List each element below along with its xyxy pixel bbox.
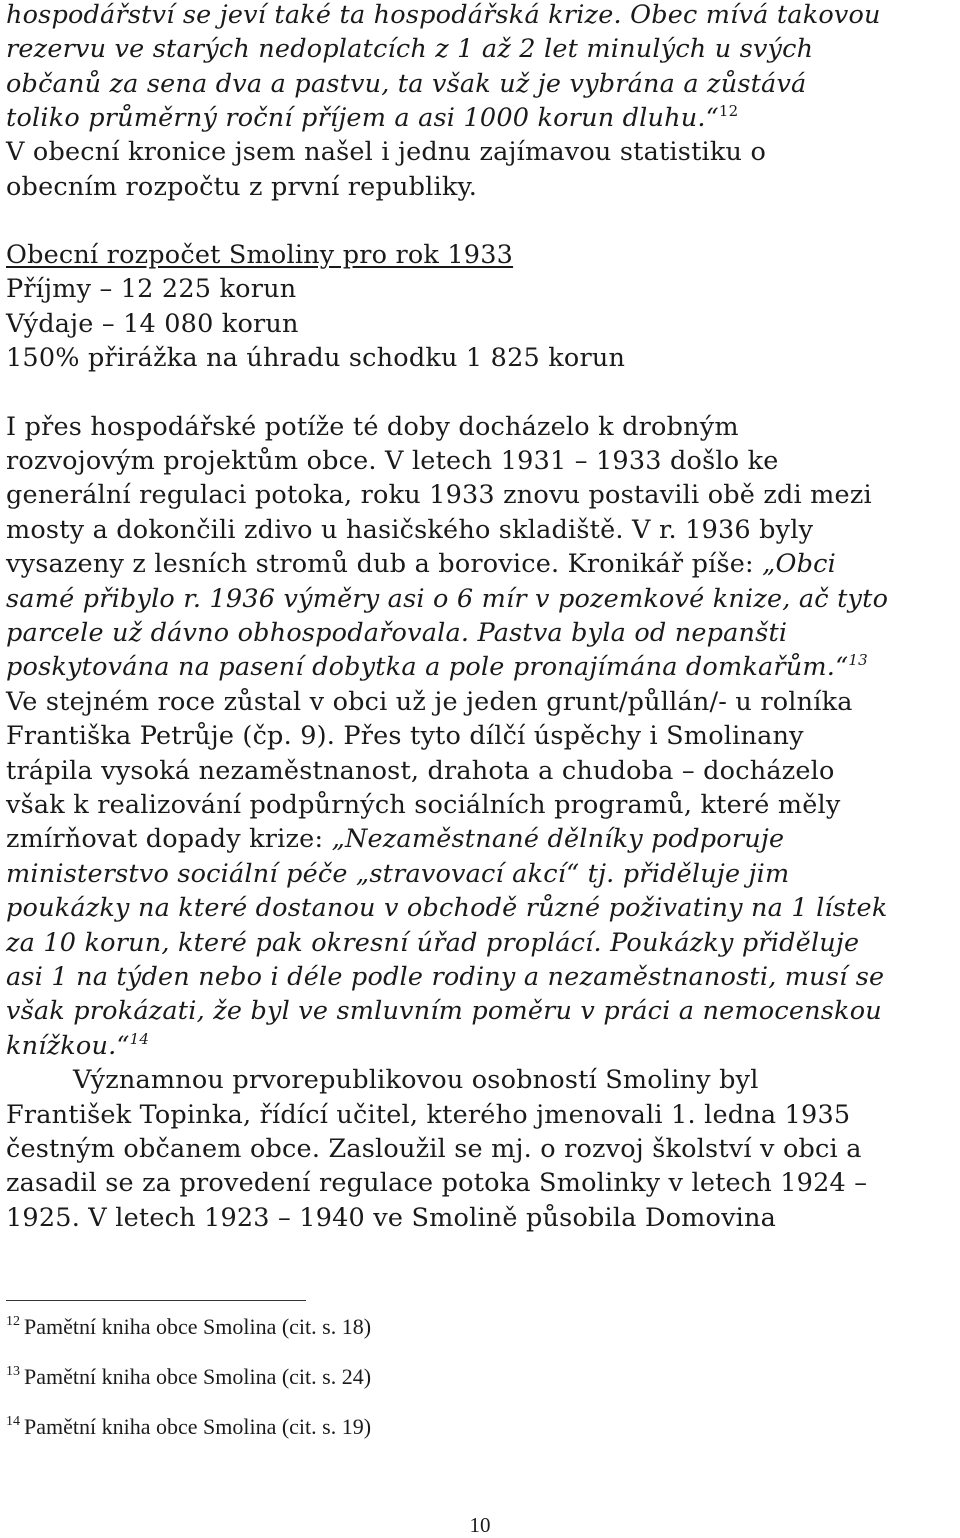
text-segment: Významnou prvorepublikovou osobností Smoliny byl bbox=[73, 1065, 759, 1095]
text-segment: však k realizování podpůrných sociálních programů, které měly bbox=[6, 790, 841, 820]
text-segment: asi 1 na týden nebo i déle podle rodiny a nezaměstnanosti, musí se bbox=[6, 962, 885, 992]
body-line bbox=[6, 410, 739, 444]
text-segment: I přes hospodářské potíže té doby docházelo k drobným bbox=[6, 412, 739, 442]
text-segment: ministerstvo sociální péče „stravovací akcí“ tj. přiděluje jim bbox=[6, 859, 790, 889]
text-segment: hospodářství se jeví také ta hospodářská krize. Obec mívá takovou bbox=[6, 0, 881, 30]
text-segment: 150% přirážka na úhradu schodku 1 825 korun bbox=[6, 343, 626, 373]
footnote bbox=[6, 1314, 371, 1340]
body-line bbox=[6, 926, 859, 960]
text-segment: však prokázati, že byl ve smluvním poměru v práci a nemocenskou bbox=[6, 996, 882, 1026]
body-line bbox=[6, 1029, 149, 1063]
body-line bbox=[6, 513, 813, 547]
text-segment: čestným občanem obce. Zasloužil se mj. o rozvoj školství v obci a bbox=[6, 1134, 862, 1164]
footnote-text: Pamětní kniha obce Smolina (cit. s. 24) bbox=[24, 1364, 372, 1389]
text-segment: zmírňovat dopady krize: bbox=[6, 824, 332, 854]
text-segment: Františka Petrůje (čp. 9). Přes tyto dílčí úspěchy i Smolinany bbox=[6, 721, 804, 751]
body-line bbox=[6, 719, 804, 753]
body-line bbox=[6, 1201, 776, 1235]
footnote-text: Pamětní kniha obce Smolina (cit. s. 18) bbox=[24, 1314, 372, 1339]
text-segment: rozvojovým projektům obce. V letech 1931 – 1933 došlo ke bbox=[6, 446, 779, 476]
footnote bbox=[6, 1414, 371, 1440]
body-line bbox=[6, 341, 625, 375]
body-line bbox=[6, 788, 841, 822]
text-segment: V obecní kronice jsem našel i jednu zajímavou statistiku o bbox=[6, 137, 767, 167]
footnote-reference: 13 bbox=[848, 651, 868, 669]
text-segment: mosty a dokončili zdivo u hasičského skladiště. V r. 1936 byly bbox=[6, 515, 814, 545]
body-line bbox=[6, 994, 882, 1028]
body-line bbox=[6, 547, 836, 581]
body-line bbox=[6, 1098, 850, 1132]
body-line bbox=[6, 170, 477, 204]
page-number: 10 bbox=[469, 1513, 491, 1537]
body-line bbox=[6, 960, 884, 994]
body-line bbox=[6, 272, 296, 306]
text-segment: Obecní rozpočet Smoliny pro rok 1933 bbox=[6, 240, 514, 270]
body-line bbox=[6, 582, 888, 616]
footnote-number: 13 bbox=[6, 1364, 20, 1379]
body-line bbox=[73, 1063, 759, 1097]
body-line bbox=[6, 444, 779, 478]
footnote-reference: 14 bbox=[129, 1030, 150, 1048]
body-line bbox=[6, 1166, 867, 1200]
text-segment: František Topinka, řídící učitel, kterého jmenovali 1. ledna 1935 bbox=[6, 1100, 851, 1130]
text-segment: trápila vysoká nezaměstnanost, drahota a chudoba – docházelo bbox=[6, 756, 835, 786]
footnote-reference: 12 bbox=[718, 102, 739, 120]
text-segment: 1925. V letech 1923 – 1940 ve Smolině působila Domovina bbox=[6, 1203, 777, 1233]
footnote-separator bbox=[6, 1300, 306, 1301]
text-segment: knížkou. bbox=[6, 1031, 117, 1061]
text-segment: Ve stejném roce zůstal v obci už je jeden grunt/půllán/- u rolníka bbox=[6, 687, 853, 717]
text-segment: Výdaje – 14 080 korun bbox=[6, 309, 299, 339]
body-line bbox=[6, 754, 835, 788]
footnote-number: 14 bbox=[6, 1414, 20, 1429]
text-segment: toliko průměrný roční příjem a asi 1000 korun dluhu. bbox=[6, 103, 706, 133]
footnote-text: Pamětní kniha obce Smolina (cit. s. 19) bbox=[24, 1414, 372, 1439]
body-line bbox=[6, 101, 738, 135]
text-segment: “ bbox=[705, 103, 719, 133]
text-segment: „Obci bbox=[762, 549, 837, 579]
text-segment: generální regulaci potoka, roku 1933 znovu postavili obě zdi mezi bbox=[6, 480, 872, 510]
body-line bbox=[6, 307, 299, 341]
body-line bbox=[6, 891, 887, 925]
body-line bbox=[6, 650, 868, 684]
text-segment: parcele už dávno obhospodařovala. Pastva byla od nepanšti bbox=[6, 618, 788, 648]
body-line bbox=[6, 857, 789, 891]
text-segment: “ bbox=[116, 1031, 130, 1061]
body-line bbox=[6, 67, 806, 101]
text-segment: zasadil se za provedení regulace potoka Smolinky v letech 1924 – bbox=[6, 1168, 868, 1198]
footnote bbox=[6, 1364, 371, 1390]
text-segment: poukázky na které dostanou v obchodě různé poživatiny na 1 lístek bbox=[6, 893, 888, 923]
text-segment: „Nezaměstnané dělníky podporuje bbox=[331, 824, 785, 854]
body-line bbox=[6, 822, 784, 856]
text-segment: Příjmy – 12 225 korun bbox=[6, 274, 297, 304]
text-segment: obecním rozpočtu z první republiky. bbox=[6, 172, 478, 202]
body-line bbox=[6, 478, 872, 512]
text-segment: poskytována na pasení dobytka a pole pronajímána domkařům. bbox=[6, 652, 836, 682]
text-segment: samé přibylo r. 1936 výměry asi o 6 mír v pozemkové knize, ač tyto bbox=[6, 584, 889, 614]
footnote-number: 12 bbox=[6, 1314, 20, 1329]
text-segment: “ bbox=[835, 652, 849, 682]
body-line bbox=[6, 238, 513, 272]
body-line bbox=[6, 616, 787, 650]
body-line bbox=[6, 0, 881, 32]
body-line bbox=[6, 135, 766, 169]
text-segment: vysazeny z lesních stromů dub a borovice. Kronikář píše: bbox=[6, 549, 763, 579]
text-segment: za 10 korun, které pak okresní úřad proplácí. Poukázky přiděluje bbox=[6, 928, 860, 958]
body-line bbox=[6, 685, 853, 719]
text-segment: občanů za sena dva a pastvu, ta však už je vybrána a zůstává bbox=[6, 69, 807, 99]
body-line bbox=[6, 32, 813, 66]
body-line bbox=[6, 1132, 862, 1166]
text-segment: rezervu ve starých nedoplatcích z 1 až 2 let minulých u svých bbox=[6, 34, 814, 64]
